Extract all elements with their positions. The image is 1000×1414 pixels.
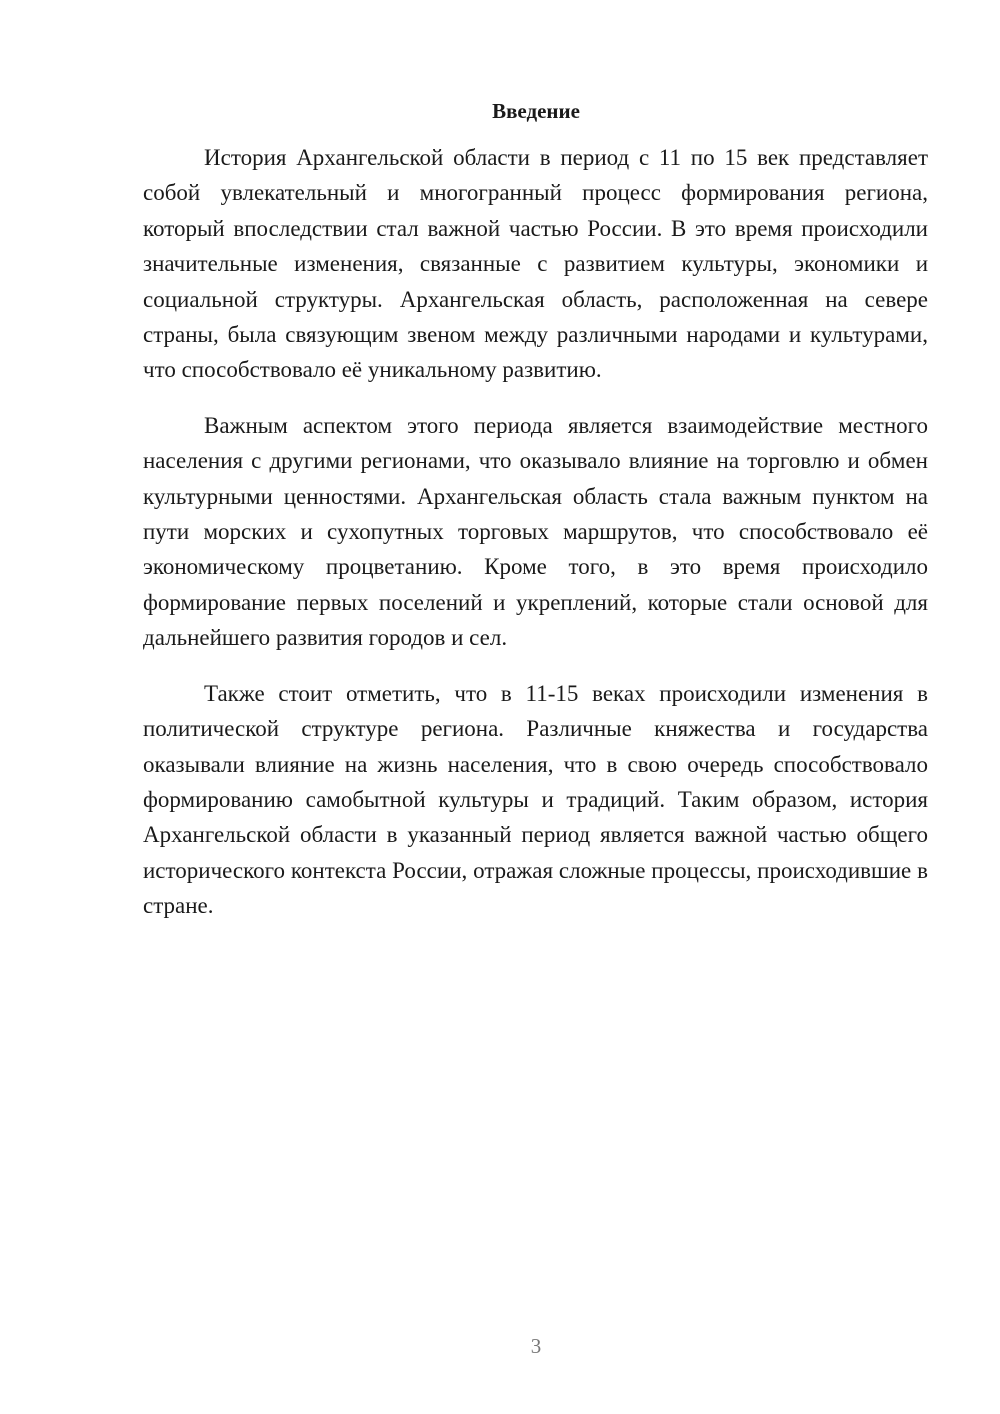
page-number: 3 [530, 1334, 542, 1358]
paragraph-2: Важным аспектом этого периода является взаимодействие местного населения с другими регионами, что оказывало влияние на торговлю и обмен культурными ценностями. Архангельская область стала важным пунктом на пути морских и сухопутных торговых маршрутов, что способствовало её экономическому процветанию. Кроме того, в это время происходило формирование первых поселений и укреплений, которые стали основой для дальнейшего развития городов и сел. [143, 412, 928, 651]
section-title: Введение [492, 99, 580, 123]
body-text [143, 140, 928, 924]
paragraph-3: Также стоит отметить, что в 11-15 веках происходили изменения в политической структуре региона. Различные княжества и государства оказывали влияние на жизнь населения, что в свою очередь способствовало формированию самобытной культуры и традиций. Таким образом, история Архангельской области в указанный период является важной частью общего исторического контекста России, отражая сложные процессы, происходившие в стране. [143, 680, 928, 919]
paragraph-1: История Архангельской области в период с 11 по 15 век представляет собой увлекательный и многогранный процесс формирования региона, который впоследствии стал важной частью России. В это время происходили значительные изменения, связанные с развитием культуры, экономики и социальной структуры. Архангельская область, расположенная на севере страны, была связующим звеном между различными народами и культурами, что способствовало её уникальному развитию. [143, 145, 928, 383]
